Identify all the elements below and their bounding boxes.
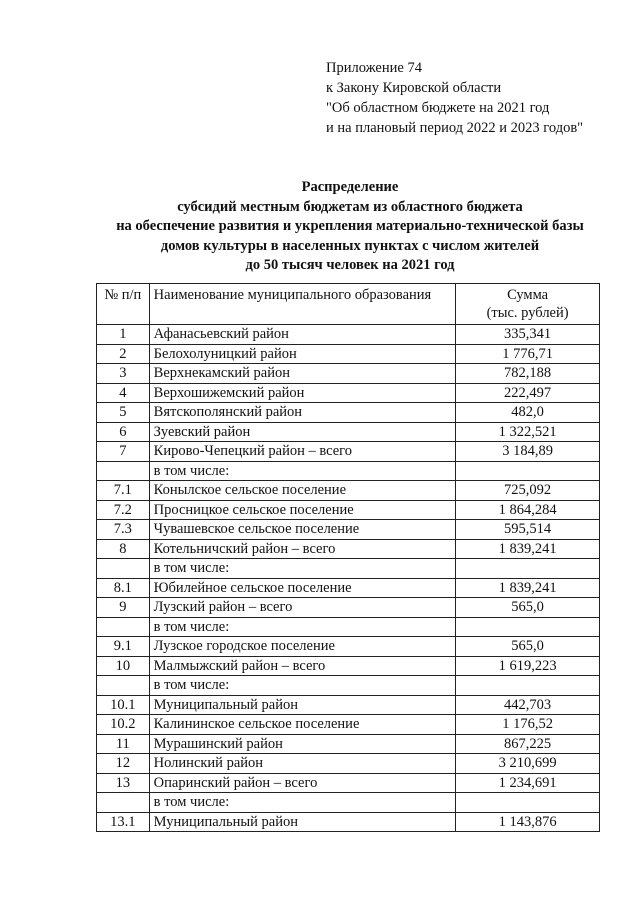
title-line: до 50 тысяч человек на 2021 год [245,257,455,273]
table-row [97,344,600,364]
row-number: 1 [97,325,150,345]
table-row [97,793,600,813]
row-name: в том числе: [149,676,456,696]
row-sum: 335,341 [456,325,600,345]
row-name: Муниципальный район [149,695,456,715]
row-sum: 1 839,241 [456,539,600,559]
table-row [97,559,600,579]
row-sum: 725,092 [456,481,600,501]
row-sum: 867,225 [456,734,600,754]
row-sum: 3 210,699 [456,754,600,774]
row-number [97,559,150,579]
row-name: Лузское городское поселение [149,637,456,657]
row-name: Муниципальный район [149,812,456,832]
table-body [97,325,600,832]
table-row [97,422,600,442]
row-sum: 595,514 [456,520,600,540]
row-name: Белохолуницкий район [149,344,456,364]
table-row [97,637,600,657]
row-name: Кирово-Чепецкий район – всего [149,442,456,462]
subsidy-table [96,283,600,832]
row-sum: 482,0 [456,403,600,423]
table-row [97,734,600,754]
row-number: 11 [97,734,150,754]
table-row [97,578,600,598]
title-line: Распределение [301,179,399,195]
row-sum: 1 839,241 [456,578,600,598]
title-line: на обеспечение развития и укрепления материально-технической базы [116,218,584,234]
row-name: в том числе: [149,559,456,579]
row-number: 9.1 [97,637,150,657]
table-row [97,364,600,384]
row-number: 7 [97,442,150,462]
row-sum [456,676,600,696]
row-number: 10.2 [97,715,150,735]
row-sum: 782,188 [456,364,600,384]
row-sum: 3 184,89 [456,442,600,462]
row-name: Опаринский район – всего [149,773,456,793]
row-sum: 1 619,223 [456,656,600,676]
row-number: 13 [97,773,150,793]
row-name: Афанасьевский район [149,325,456,345]
title-line: субсидий местным бюджетам из областного бюджета [177,198,523,215]
header-num: № п/п [97,284,150,325]
row-number [97,461,150,481]
table-row [97,325,600,345]
row-number: 4 [97,383,150,403]
row-name: Котельничский район – всего [149,539,456,559]
table-row [97,715,600,735]
header-sum-line2: (тыс. рублей) [486,305,569,321]
row-sum [456,793,600,813]
row-number [97,676,150,696]
header-sum-line1: Сумма [507,287,549,303]
row-name: Верхошижемский район [149,383,456,403]
row-name: Нолинский район [149,754,456,774]
row-name: Калининское сельское поселение [149,715,456,735]
appendix-line: и на плановый период 2022 и 2023 годов" [326,120,584,136]
table-row [97,812,600,832]
row-number [97,617,150,637]
table-row [97,383,600,403]
table-row [97,481,600,501]
table-header-row [97,284,600,325]
row-sum: 1 234,691 [456,773,600,793]
table-row [97,617,600,637]
row-sum: 565,0 [456,598,600,618]
row-sum: 1 176,52 [456,715,600,735]
document-title [60,178,640,276]
row-name: в том числе: [149,793,456,813]
row-sum: 1 143,876 [456,812,600,832]
header-name: Наименование муниципального образования [149,284,456,325]
row-name: Вятскополянский район [149,403,456,423]
row-sum: 1 322,521 [456,422,600,442]
table-row [97,773,600,793]
row-number: 6 [97,422,150,442]
row-number: 7.3 [97,520,150,540]
row-name: в том числе: [149,617,456,637]
row-sum: 1 864,284 [456,500,600,520]
row-number: 10 [97,656,150,676]
row-name: в том числе: [149,461,456,481]
row-name: Чувашевское сельское поселение [149,520,456,540]
row-sum [456,461,600,481]
table-row [97,656,600,676]
row-name: Конылское сельское поселение [149,481,456,501]
table-row [97,403,600,423]
row-number: 13.1 [97,812,150,832]
row-name: Просницкое сельское поселение [149,500,456,520]
header-sum [456,284,600,325]
table-row [97,695,600,715]
row-number: 8.1 [97,578,150,598]
table-row [97,754,600,774]
appendix-line: к Закону Кировской области [326,80,502,96]
row-number: 2 [97,344,150,364]
table-row [97,676,600,696]
row-number: 5 [97,403,150,423]
appendix-header [326,58,583,138]
row-sum [456,559,600,579]
row-sum: 222,497 [456,383,600,403]
table-row [97,539,600,559]
row-number: 8 [97,539,150,559]
row-sum: 565,0 [456,637,600,657]
appendix-line: "Об областном бюджете на 2021 год [326,100,550,116]
row-name: Юбилейное сельское поселение [149,578,456,598]
table-row [97,500,600,520]
row-name: Малмыжский район – всего [149,656,456,676]
row-sum: 442,703 [456,695,600,715]
row-number: 9 [97,598,150,618]
row-number: 3 [97,364,150,384]
row-number: 7.2 [97,500,150,520]
table-row [97,520,600,540]
row-number: 7.1 [97,481,150,501]
table-row [97,598,600,618]
row-name: Мурашинский район [149,734,456,754]
row-name: Верхнекамский район [149,364,456,384]
row-sum [456,617,600,637]
row-number [97,793,150,813]
table-row [97,461,600,481]
row-name: Зуевский район [149,422,456,442]
row-sum: 1 776,71 [456,344,600,364]
table-row [97,442,600,462]
row-number: 12 [97,754,150,774]
row-name: Лузский район – всего [149,598,456,618]
row-number: 10.1 [97,695,150,715]
title-line: домов культуры в населенных пунктах с числом жителей [160,237,540,254]
appendix-line: Приложение 74 [326,60,422,76]
